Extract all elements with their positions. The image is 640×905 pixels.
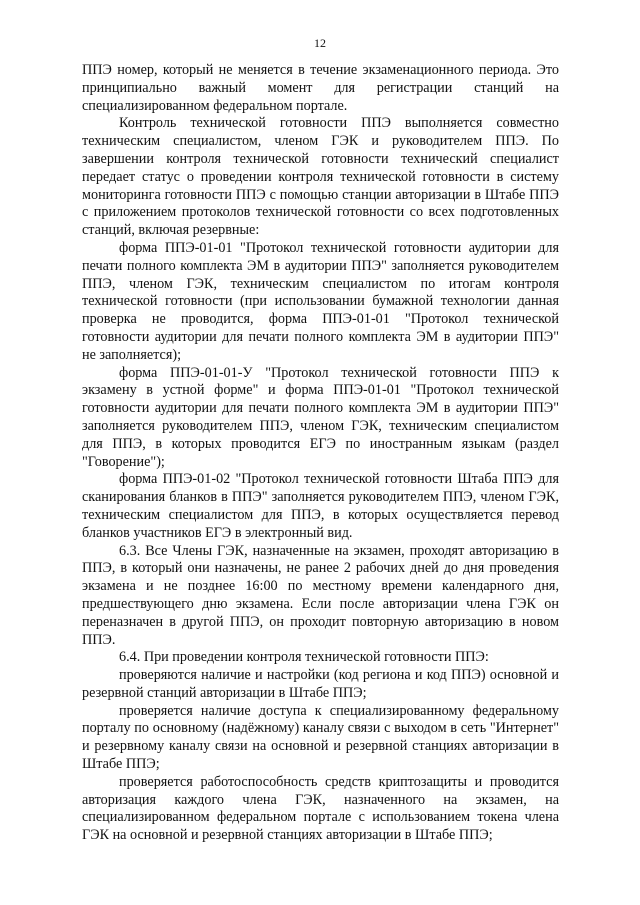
paragraph: проверяется наличие доступа к специализированному федеральному порталу по основному (надёжному) каналу связи с выходом в сеть "Интернет" и резервному каналу связи на основной и резервной станциях авторизации в Штабе ППЭ; [82, 702, 559, 773]
paragraph: форма ППЭ-01-02 "Протокол технической готовности Штаба ППЭ для сканирования бланков в ППЭ" заполняется руководителем ППЭ, членом ГЭК, техническим специалистом для ППЭ, в которых осуществляется перевод бланков участников ЕГЭ в электронный вид. [82, 471, 559, 541]
document-body [82, 62, 559, 845]
paragraph: форма ППЭ-01-01 "Протокол технической готовности аудитории для печати полного комплекта ЭМ в аудитории ППЭ" заполняется руководителем ППЭ, членом ГЭК, техническим специалистом по итогам контроля технической готовности (при использовании бумажной технологии данная проверка не проводится, форма ППЭ-01-01 "Протокол технической готовности аудитории для печати полного комплекта ЭМ в аудитории ППЭ" не заполняется); [82, 239, 559, 363]
paragraph: 6.4. При проведении контроля технической готовности ППЭ: [119, 649, 489, 666]
paragraph: форма ППЭ-01-01-У "Протокол технической готовности ППЭ к экзамену в устной форме" и форма ППЭ-01-01 "Протокол технической готовности аудитории для печати полного комплекта ЭМ в аудитории ППЭ" заполняется руководителем ППЭ, членом ГЭК, техническим специалистом для ППЭ, в которых проводится ЕГЭ по иностранным языкам (раздел "Говорение"); [82, 364, 559, 470]
page-number: 12 [314, 36, 326, 50]
paragraph: ППЭ номер, который не меняется в течение экзаменационного периода. Это принципиально важный момент для регистрации станций на специализированном федеральном портале. [82, 62, 559, 114]
paragraph: проверяются наличие и настройки (код региона и код ППЭ) основной и резервной станций авторизации в Штабе ППЭ; [82, 667, 559, 701]
paragraph: Контроль технической готовности ППЭ выполняется совместно техническим специалистом, членом ГЭК и руководителем ППЭ. По завершении контроля технической готовности технический специалист передает статус о проведении контроля технической готовности в систему мониторинга готовности ППЭ с помощью станции авторизации в Штабе ППЭ с приложением протоколов технической готовности со всех подготовленных станций, включая резервные: [82, 115, 559, 239]
paragraph: 6.3. Все Члены ГЭК, назначенные на экзамен, проходят авторизацию в ППЭ, в который они назначены, не ранее 2 рабочих дней до дня проведения экзамена и не позднее 16:00 по местному времени календарного дня, предшествующего дню экзамена. Если после авторизации члена ГЭК он переназначен в другой ППЭ, он проходит повторную авторизацию в новом ППЭ. [82, 542, 559, 648]
paragraph: проверяется работоспособность средств криптозащиты и проводится авторизация каждого члена ГЭК, назначенного на экзамен, на специализированном федеральном портале с использованием токена члена ГЭК на основной и резервной станциях авторизации в Штабе ППЭ; [82, 773, 559, 844]
